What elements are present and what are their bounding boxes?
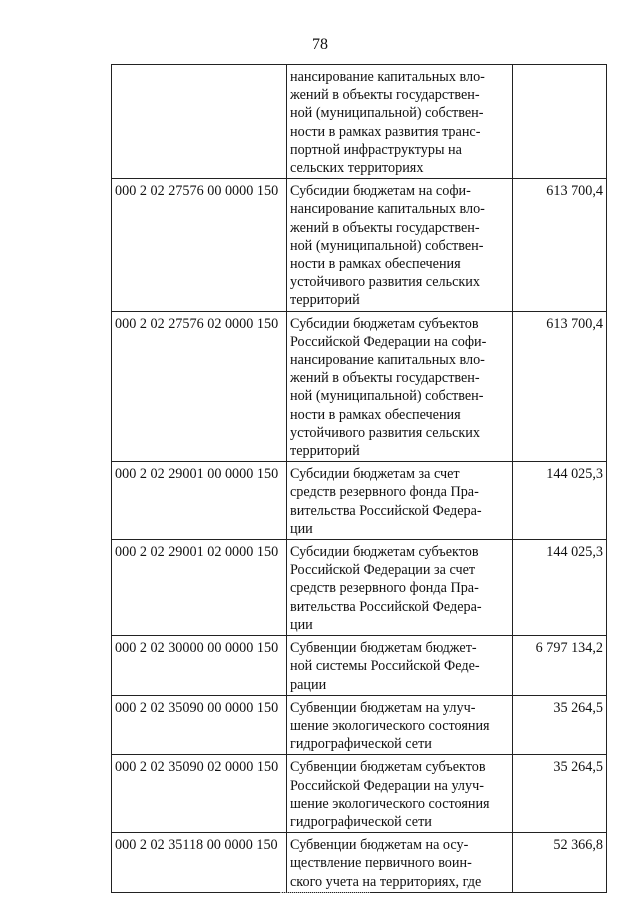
budget-code-cell: 000 2 02 29001 02 0000 150 xyxy=(112,540,287,636)
table-row xyxy=(112,695,607,755)
table-row xyxy=(112,833,607,893)
table-row xyxy=(112,755,607,833)
budget-revenue-table xyxy=(111,64,607,893)
amount-cell: 35 264,5 xyxy=(513,755,607,833)
budget-code-cell: 000 2 02 35118 00 0000 150 xyxy=(112,833,287,893)
item-name-cell: Субвенции бюджетам на улуч- шение экологического состояния гидрографической сети xyxy=(287,695,513,755)
item-name-cell: Субвенции бюджетам субъектов Российской Федерации на улуч- шение экологического состояния гидрографической сети xyxy=(287,755,513,833)
item-name-cell: Субвенции бюджетам бюджет- ной системы Российской Феде- рации xyxy=(287,636,513,696)
amount-cell: 6 797 134,2 xyxy=(513,636,607,696)
item-name-cell: нансирование капитальных вло- жений в объекты государствен- ной (муниципальной) собствен- ности в рамках развития транс- портной инфраструктуры на сельских территориях xyxy=(287,65,513,179)
item-name-cell: Субсидии бюджетам субъектов Российской Федерации на софи- нансирование капитальных вло- жений в объекты государствен- ной (муниципальной) собствен- ности в рамках обеспечения устойчивого развития сельских территорий xyxy=(287,311,513,462)
table-row xyxy=(112,179,607,311)
amount-cell: 613 700,4 xyxy=(513,179,607,311)
table-row xyxy=(112,540,607,636)
item-name-cell: Субсидии бюджетам на софи- нансирование капитальных вло- жений в объекты государствен- ной (муниципальной) собствен- ности в рамках обеспечения устойчивого развития сельских территорий xyxy=(287,179,513,311)
table-row xyxy=(112,65,607,179)
item-name-cell: Субсидии бюджетам за счет средств резервного фонда Пра- вительства Российской Федера- ции xyxy=(287,462,513,540)
amount-cell: 144 025,3 xyxy=(513,462,607,540)
scan-artifact xyxy=(280,892,370,896)
budget-code-cell: 000 2 02 29001 00 0000 150 xyxy=(112,462,287,540)
table-row xyxy=(112,636,607,696)
item-name-cell: Субсидии бюджетам субъектов Российской Федерации за счет средств резервного фонда Пра- вительства Российской Федера- ции xyxy=(287,540,513,636)
table-row xyxy=(112,311,607,462)
amount-cell xyxy=(513,65,607,179)
budget-code-cell: 000 2 02 27576 02 0000 150 xyxy=(112,311,287,462)
budget-code-cell: 000 2 02 27576 00 0000 150 xyxy=(112,179,287,311)
amount-cell: 52 366,8 xyxy=(513,833,607,893)
budget-code-cell: 000 2 02 35090 00 0000 150 xyxy=(112,695,287,755)
amount-cell: 144 025,3 xyxy=(513,540,607,636)
table-row xyxy=(112,462,607,540)
page-number: 78 xyxy=(312,36,328,53)
budget-code-cell xyxy=(112,65,287,179)
item-name-cell: Субвенции бюджетам на осу- ществление первичного воин- ского учета на территориях, где xyxy=(287,833,513,893)
amount-cell: 35 264,5 xyxy=(513,695,607,755)
budget-code-cell: 000 2 02 35090 02 0000 150 xyxy=(112,755,287,833)
budget-code-cell: 000 2 02 30000 00 0000 150 xyxy=(112,636,287,696)
amount-cell: 613 700,4 xyxy=(513,311,607,462)
